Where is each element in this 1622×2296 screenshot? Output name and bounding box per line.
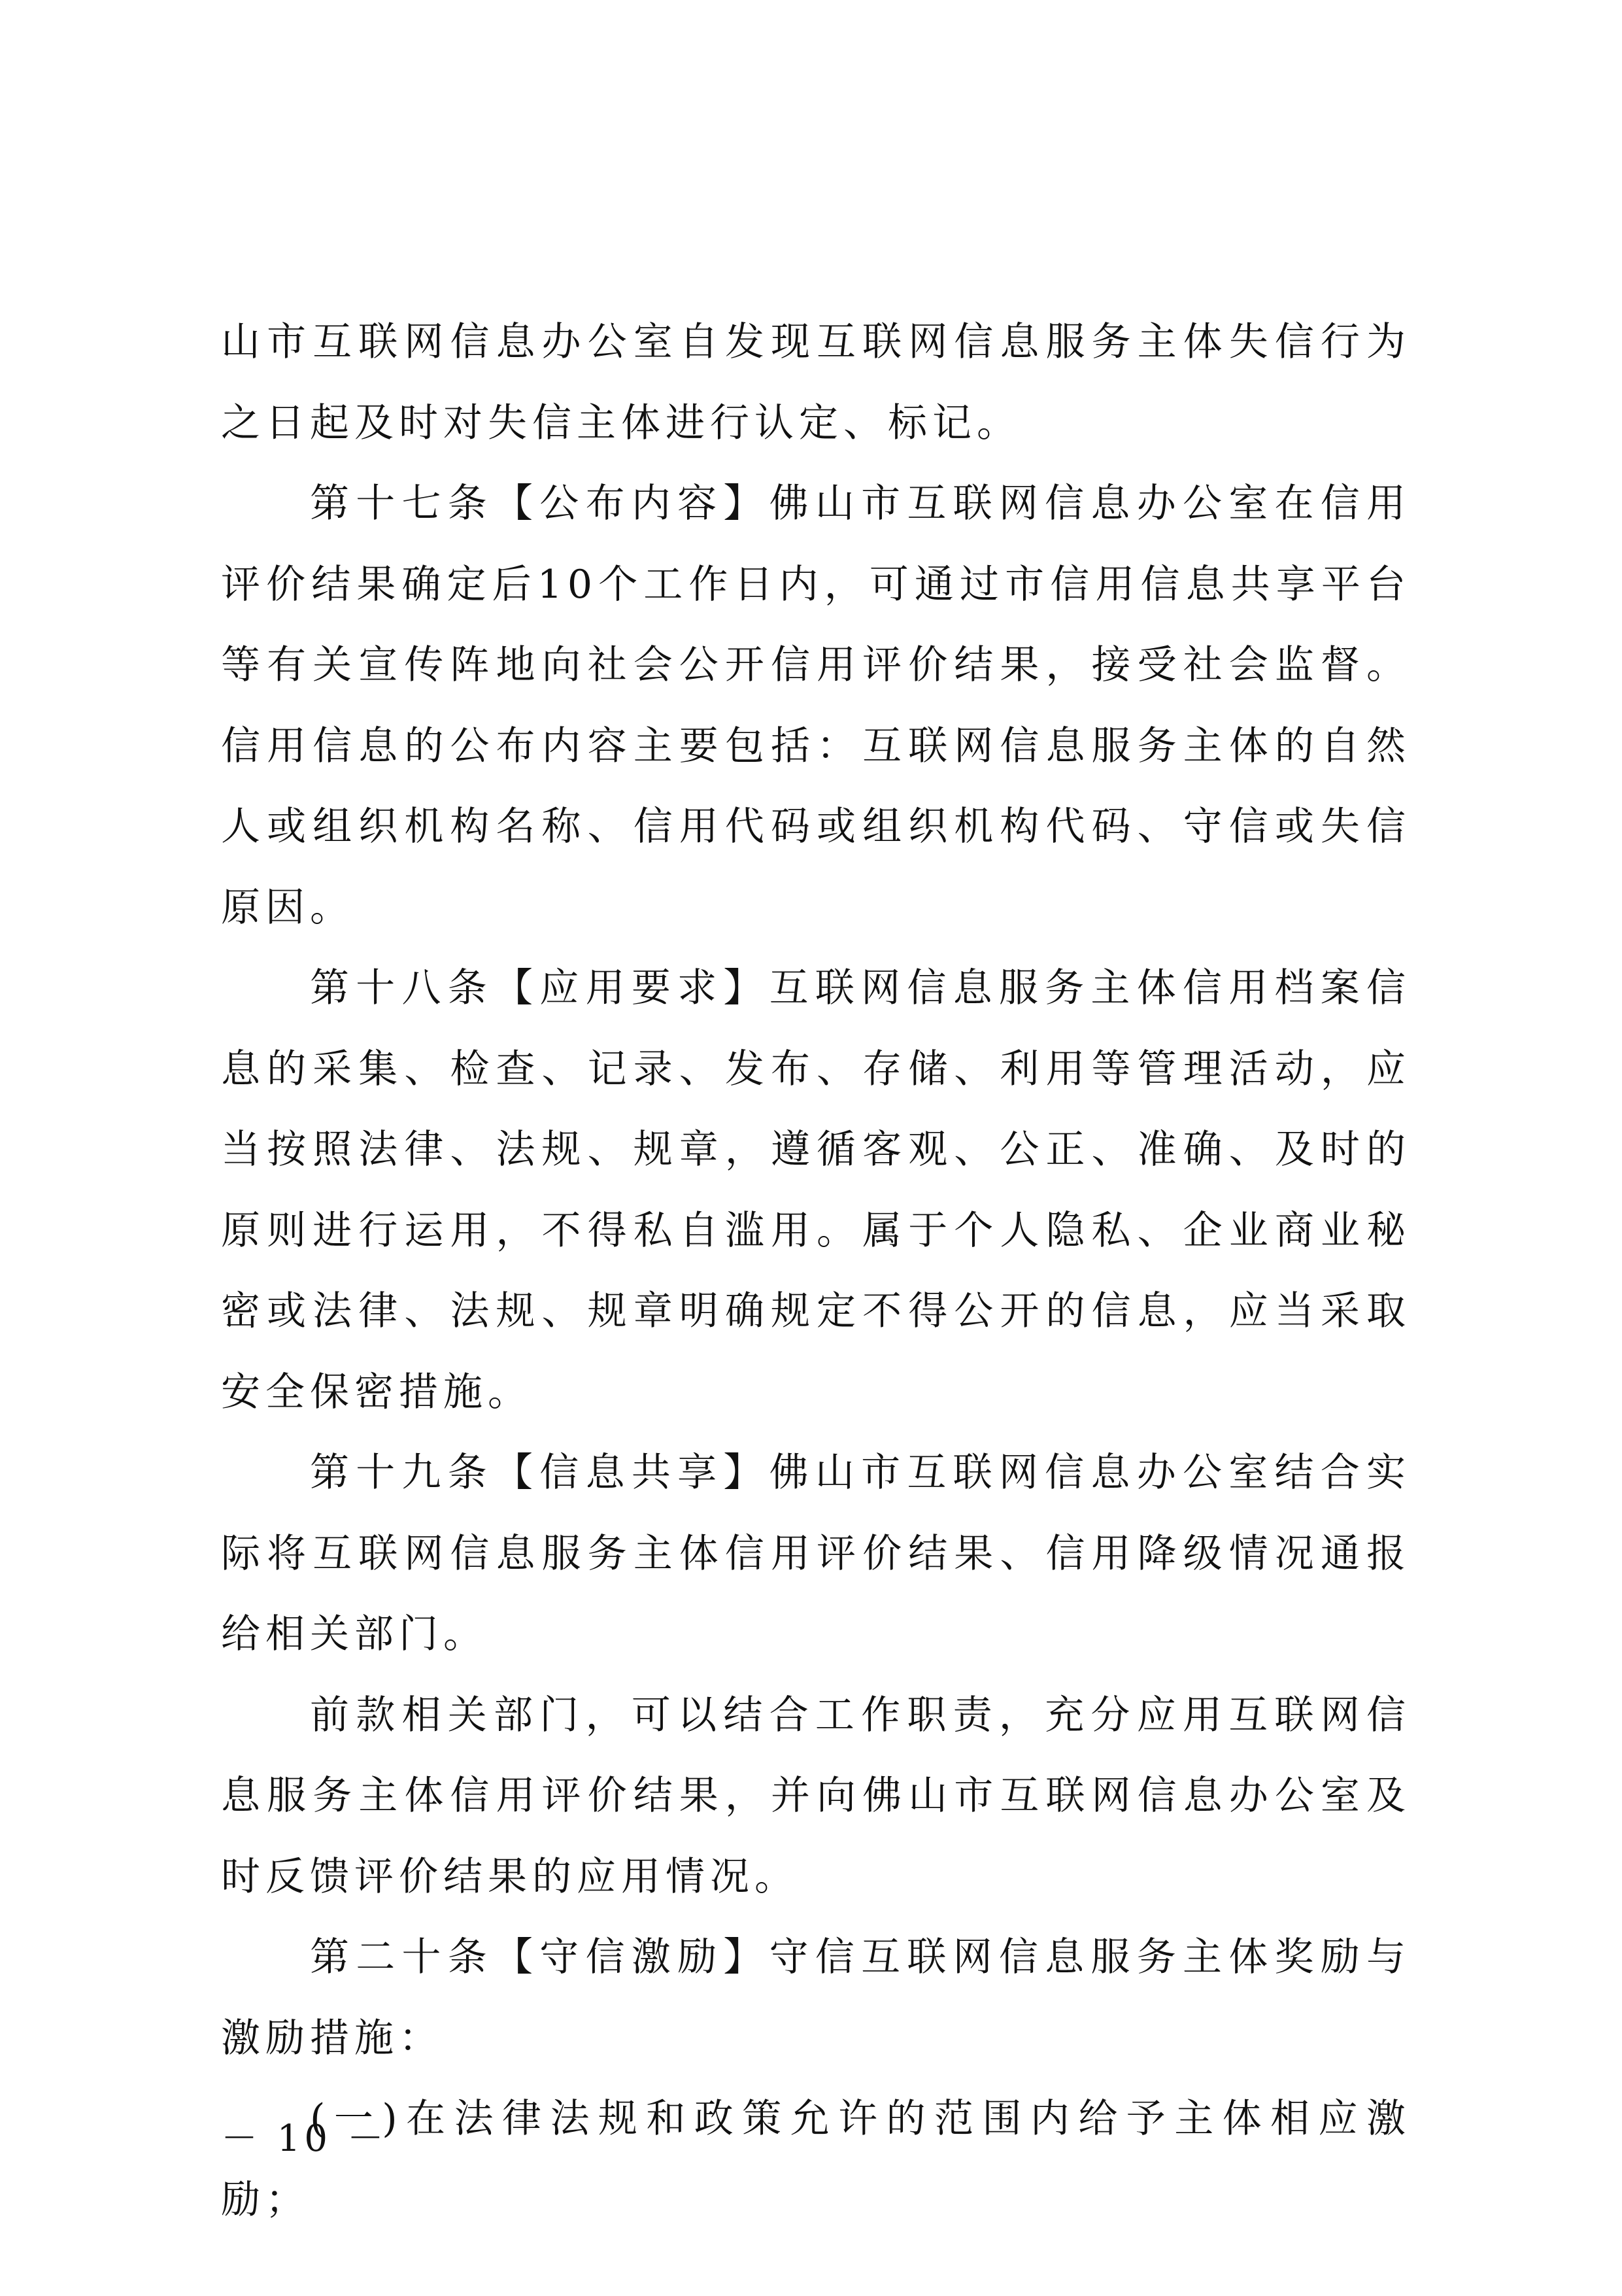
page-number: － 10 － (221, 2117, 388, 2160)
paragraph-article-20: 第二十条【守信激励】守信互联网信息服务主体奖励与激励措施： (221, 1934, 1411, 2061)
body-text (221, 302, 1411, 2240)
paragraph-article-19-clause: 前款相关部门，可以结合工作职责，充分应用互联网信息服务主体信用评价结果，并向佛山市互联网信息办公室及时反馈评价结果的应用情况。 (221, 1692, 1411, 1900)
paragraph-article-20-item-1: (一)在法律法规和政策允许的范围内给予主体相应激励； (221, 2096, 1411, 2223)
paragraph-article-18: 第十八条【应用要求】互联网信息服务主体信用档案信息的采集、检查、记录、发布、存储、利用等管理活动，应当按照法律、法规、规章，遵循客观、公正、准确、及时的原则进行运用，不得私自滥用。属于个人隐私、企业商业秘密或法律、法规、规章明确规定不得公开的信息，应当采取安全保密措施。 (221, 965, 1411, 1415)
paragraph-article-19: 第十九条【信息共享】佛山市互联网信息办公室结合实际将互联网信息服务主体信用评价结果、信用降级情况通报给相关部门。 (221, 1450, 1411, 1657)
paragraph-continuation: 山市互联网信息办公室自发现互联网信息服务主体失信行为之日起及时对失信主体进行认定、标记。 (221, 319, 1411, 446)
paragraph-article-17: 第十七条【公布内容】佛山市互联网信息办公室在信用评价结果确定后10个工作日内，可通过市信用信息共享平台等有关宣传阵地向社会公开信用评价结果，接受社会监督。信用信息的公布内容主要包括：互联网信息服务主体的自然人或组织机构名称、信用代码或组织机构代码、守信或失信原因。 (221, 481, 1411, 931)
